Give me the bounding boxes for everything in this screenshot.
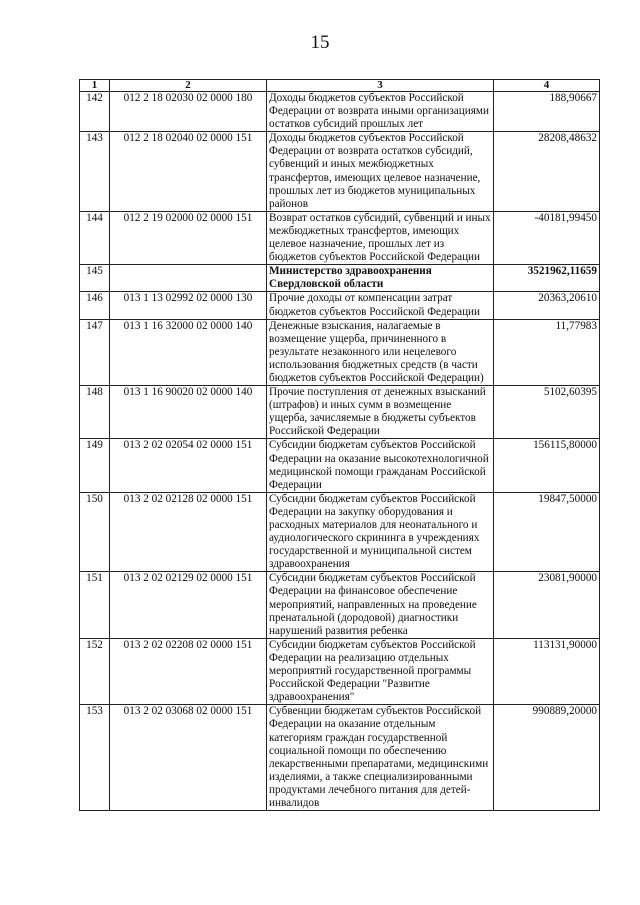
budget-code-cell: 012 2 19 02000 02 0000 151 <box>110 211 267 264</box>
row-number-cell: 146 <box>80 292 110 319</box>
page-number: 15 <box>310 32 330 53</box>
revenue-name-cell: Доходы бюджетов субъектов Российской Федерации от возврата остатков субсидий, субвенций и иных межбюджетных трансфертов, имеющих целевое назначение, прошлых лет из бюджетов муниципальных районов <box>267 132 494 212</box>
table-row <box>80 92 600 132</box>
budget-code-cell <box>110 265 267 292</box>
revenue-name-cell: Субсидии бюджетам субъектов Российской Федерации на финансовое обеспечение мероприятий, направленных на проведение пренатальной (дородовой) диагностики нарушений развития ребенка <box>267 572 494 638</box>
row-number-cell: 150 <box>80 492 110 572</box>
row-number-cell: 151 <box>80 572 110 638</box>
revenue-name-cell: Субсидии бюджетам субъектов Российской Федерации на оказание высокотехнологичной медицинской помощи гражданам Российской Федерации <box>267 439 494 492</box>
table-row <box>80 572 600 638</box>
row-number-cell: 144 <box>80 211 110 264</box>
table-row <box>80 705 600 811</box>
revenue-name-cell: Возврат остатков субсидий, субвенций и иных межбюджетных трансфертов, имеющих целевое назначение, прошлых лет из бюджетов субъектов Российской Федерации <box>267 211 494 264</box>
revenue-name-cell: Субсидии бюджетам субъектов Российской Федерации на реализацию отдельных мероприятий государственной программы Российской Федерации "Развитие здравоохранения" <box>267 638 494 704</box>
budget-code-cell: 013 2 02 02129 02 0000 151 <box>110 572 267 638</box>
table-body <box>80 92 600 811</box>
amount-cell: 990889,20000 <box>494 705 600 811</box>
revenue-name-cell: Министерство здравоохранения Свердловской области <box>267 265 494 292</box>
amount-cell: 19847,50000 <box>494 492 600 572</box>
amount-cell: 188,90667 <box>494 92 600 132</box>
row-number-cell: 145 <box>80 265 110 292</box>
budget-revenue-table <box>79 79 600 811</box>
revenue-name-cell: Прочие поступления от денежных взысканий (штрафов) и иных сумм в возмещение ущерба, зачисляемые в бюджеты субъектов Российской Федерации <box>267 386 494 439</box>
budget-code-cell: 013 2 02 03068 02 0000 151 <box>110 705 267 811</box>
budget-code-cell: 012 2 18 02030 02 0000 180 <box>110 92 267 132</box>
row-number-cell: 147 <box>80 319 110 385</box>
budget-code-cell: 013 2 02 02208 02 0000 151 <box>110 638 267 704</box>
amount-cell: 11,77983 <box>494 319 600 385</box>
amount-cell: 20363,20610 <box>494 292 600 319</box>
amount-cell: 5102,60395 <box>494 386 600 439</box>
column-header-2: 2 <box>110 80 267 92</box>
budget-code-cell: 013 2 02 02128 02 0000 151 <box>110 492 267 572</box>
budget-code-cell: 013 1 16 32000 02 0000 140 <box>110 319 267 385</box>
revenue-name-cell: Доходы бюджетов субъектов Российской Федерации от возврата иными организациями остатков субсидий прошлых лет <box>267 92 494 132</box>
row-number-cell: 149 <box>80 439 110 492</box>
column-header-4: 4 <box>494 80 600 92</box>
row-number-cell: 142 <box>80 92 110 132</box>
row-number-cell: 152 <box>80 638 110 704</box>
table-row <box>80 439 600 492</box>
budget-code-cell: 013 1 13 02992 02 0000 130 <box>110 292 267 319</box>
revenue-name-cell: Прочие доходы от компенсации затрат бюджетов субъектов Российской Федерации <box>267 292 494 319</box>
amount-cell: 28208,48632 <box>494 132 600 212</box>
column-header-3: 3 <box>267 80 494 92</box>
revenue-name-cell: Субсидии бюджетам субъектов Российской Федерации на закупку оборудования и расходных материалов для неонатального и аудиологического скрининга в учреждениях государственной и муниципальной систем здравоохранения <box>267 492 494 572</box>
revenue-name-cell: Денежные взыскания, налагаемые в возмещение ущерба, причиненного в результате незаконного или нецелевого использования бюджетных средств (в части бюджетов субъектов Российской Федерации) <box>267 319 494 385</box>
table-row <box>80 132 600 212</box>
amount-cell: 23081,90000 <box>494 572 600 638</box>
amount-cell: 3521962,11659 <box>494 265 600 292</box>
table-row <box>80 265 600 292</box>
table-row <box>80 211 600 264</box>
table-row <box>80 386 600 439</box>
row-number-cell: 153 <box>80 705 110 811</box>
budget-code-cell: 013 2 02 02054 02 0000 151 <box>110 439 267 492</box>
amount-cell: 113131,90000 <box>494 638 600 704</box>
table-row <box>80 292 600 319</box>
row-number-cell: 148 <box>80 386 110 439</box>
column-header-1: 1 <box>80 80 110 92</box>
column-number-row <box>80 80 600 92</box>
table-row <box>80 319 600 385</box>
amount-cell: -40181,99450 <box>494 211 600 264</box>
amount-cell: 156115,80000 <box>494 439 600 492</box>
budget-code-cell: 013 1 16 90020 02 0000 140 <box>110 386 267 439</box>
revenue-name-cell: Субвенции бюджетам субъектов Российской Федерации на оказание отдельным категориям граждан государственной социальной помощи по обеспечению лекарственными препаратами, медицинскими изделиями, а также специализированными продуктами лечебного питания для детей-инвалидов <box>267 705 494 811</box>
row-number-cell: 143 <box>80 132 110 212</box>
table-row <box>80 638 600 704</box>
table-row <box>80 492 600 572</box>
budget-code-cell: 012 2 18 02040 02 0000 151 <box>110 132 267 212</box>
